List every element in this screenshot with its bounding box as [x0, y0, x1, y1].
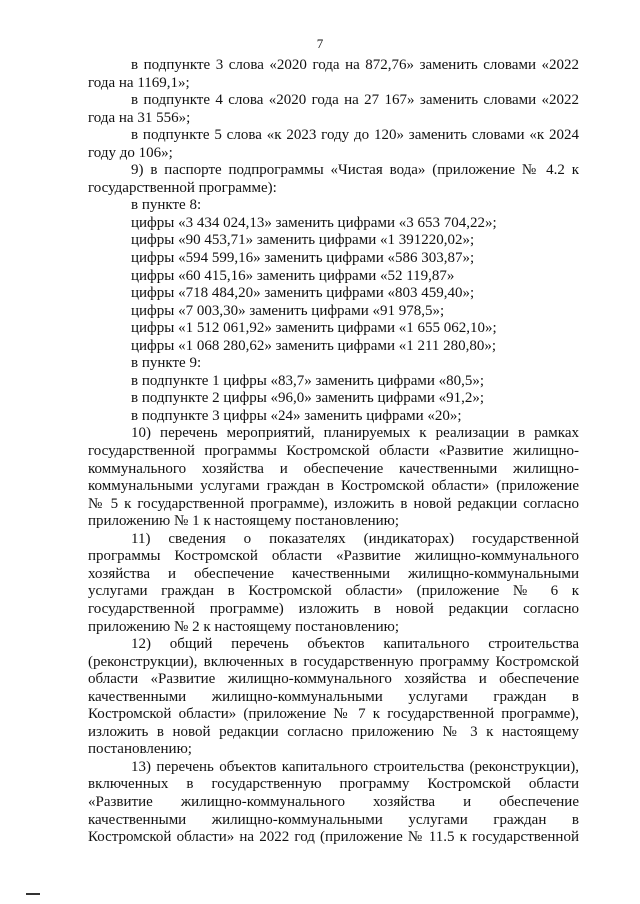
text-line: «Развитие жилищно-коммунального хозяйства и обеспечение [88, 793, 579, 810]
text-line: (реконструкции), включенных в государственную программу Костромской [88, 653, 579, 670]
text-line: цифры «718 484,20» заменить цифрами «803 459,40»; [131, 285, 475, 302]
text-line: приложению № 1 к настоящему постановлению; [88, 513, 400, 530]
text-line: № 5 к государственной программе), изложить в новой редакции согласно [88, 495, 579, 512]
text-line: услугами граждан в Костромской области» (приложение № 6 к [88, 583, 579, 600]
text-line: в пункте 9: [131, 355, 202, 372]
text-line: 9) в паспорте подпрограммы «Чистая вода» (приложение № 4.2 к [131, 162, 579, 179]
text-line: в подпункте 3 цифры «24» заменить цифрами «20»; [131, 407, 462, 424]
text-line: цифры «594 599,16» заменить цифрами «586 303,87»; [131, 250, 475, 267]
text-line: 10) перечень мероприятий, планируемых к реализации в рамках [131, 425, 579, 442]
text-line: в подпункте 1 цифры «83,7» заменить цифрами «80,5»; [131, 372, 485, 389]
text-line: изложить в новой редакции согласно приложению № 3 к настоящему [88, 723, 579, 740]
text-line: приложению № 2 к настоящему постановлению; [88, 618, 400, 635]
text-line: хозяйства и обеспечение качественными жилищно-коммунальными [88, 565, 579, 582]
text-line: 11) сведения о показателях (индикаторах) государственной [131, 530, 579, 547]
text-line: цифры «1 068 280,62» заменить цифрами «1 211 280,80»; [131, 337, 497, 354]
text-line: цифры «60 415,16» заменить цифрами «52 119,87» [131, 267, 455, 284]
scan-edge-mark [26, 893, 40, 895]
text-line: цифры «3 434 024,13» заменить цифрами «3 653 704,22»; [131, 214, 497, 231]
text-line: государственной программе) изложить в новой редакции согласно [88, 600, 579, 617]
document-body [88, 57, 579, 847]
text-line: коммунального хозяйства и обеспечение качественными жилищно- [88, 460, 579, 477]
text-line: Костромской области» (приложение № 7 к государственной программе), [88, 706, 579, 723]
text-line: 12) общий перечень объектов капитального строительства [131, 636, 579, 653]
text-line: государственной программы Костромской области «Развитие жилищно- [88, 443, 579, 460]
text-line: в подпункте 4 слова «2020 года на 27 167» заменить словами «2022 [131, 92, 579, 109]
text-line: качественными жилищно-коммунальными услугами граждан в [88, 811, 579, 828]
text-line: цифры «7 003,30» заменить цифрами «91 978,5»; [131, 302, 445, 319]
text-line: качественными жилищно-коммунальными услугами граждан в [88, 688, 579, 705]
text-line: области «Развитие жилищно-коммунального хозяйства и обеспечение [88, 671, 579, 688]
text-line: цифры «90 453,71» заменить цифрами «1 391220,02»; [131, 232, 475, 249]
text-line: постановлению; [88, 741, 192, 758]
text-line: году до 106»; [88, 144, 173, 161]
text-line: Костромской области» на 2022 год (приложение № 11.5 к государственной [88, 829, 579, 846]
page-number: 7 [316, 36, 324, 51]
text-line: программы Костромской области «Развитие жилищно-коммунального [88, 548, 579, 565]
text-line: в подпункте 2 цифры «96,0» заменить цифрами «91,2»; [131, 390, 485, 407]
text-line: цифры «1 512 061,92» заменить цифрами «1 655 062,10»; [131, 320, 497, 337]
text-line: включенных в государственную программу Костромской области [88, 776, 579, 793]
text-line: года на 1169,1»; [88, 74, 190, 91]
text-line: государственной программе): [88, 179, 277, 196]
text-line: в подпункте 5 слова «к 2023 году до 120» заменить словами «к 2024 [131, 127, 579, 144]
text-line: 13) перечень объектов капитального строительства (реконструкции), [131, 758, 579, 775]
text-line: в пункте 8: [131, 197, 202, 214]
text-line: года на 31 556»; [88, 109, 191, 126]
text-line: в подпункте 3 слова «2020 года на 872,76» заменить словами «2022 [131, 57, 579, 73]
text-line: коммунальными услугами граждан в Костромской области» (приложение [88, 478, 579, 495]
